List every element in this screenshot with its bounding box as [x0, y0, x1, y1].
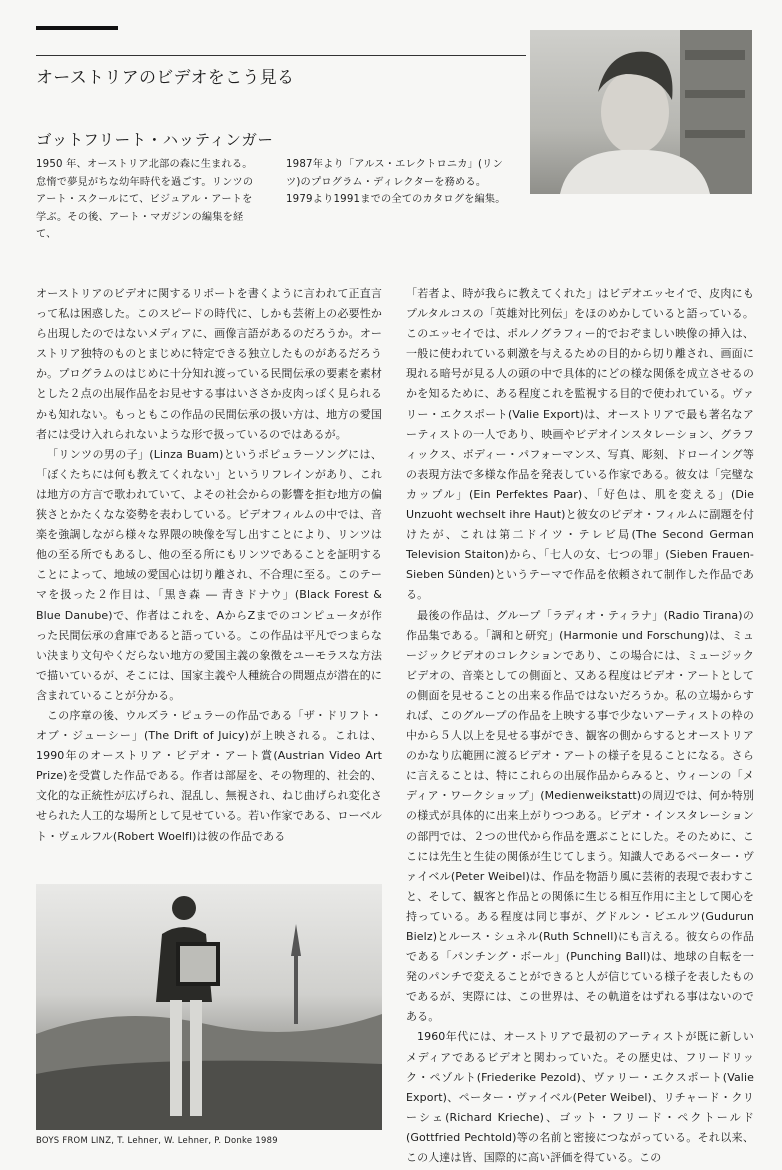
header-rule	[36, 55, 526, 56]
paragraph: 「リンツの男の子」(Linza Buam)というポピュラーソングには、「ぼくたちには何も教えてくれない」というリフレインがあり、これは地方の方言で歌われていて、よその社会からの影響を拒む地方の偏狭さとかたくなな姿勢を表わしている。ビデオフィルムの中では、音楽を強調しながら様々な界隈の映像を写し出すことにより、リンツは他の至る所でもあるし、他の至る所にもリンツであることを証明することによって、地域の愛国心は切り離され、不合理に至る。このテーマを扱った２作目は、「黒き森 ― 青きドナウ」(Black Forest & Blue Danube)で、作者はこれを、AからZまでのコンピュータが作った民間伝承の倉庫であると語っている。この作品は平凡でつまらない決まり文句やくだらない地方の愛国主義の象徴をユーモラスな方法で描いているが、そこには、国家主義や人種統合の問題点が潜在的に含まれていることが分かる。	[36, 447, 382, 702]
paragraph: 「若者よ、時が我らに教えてくれた」はビデオエッセイで、皮肉にもプルタルコスの「英雄対比列伝」をほのめかしていると語っている。このエッセイでは、ポルノグラフィー的でおぞましい映像の挿入は、一般に使われている刺激を与えるための目的から切り離され、画面に現れる暗号が見る人の頭の中で具体的にどの様な関係を成立させるのかを知るために、ある程度これを監視する目的で使われている。ヴァリー・エクスポート(Valie Export)は、オーストリアで最も著名なアーティストの一人であり、映画やビデオインスタレーション、グラフィックス、ボディー・パフォーマンス、写真、彫刻、ドローイング等の表現方法で多様な作品を発表している作家である。彼女は「完璧なカップル」(Ein Perfektes Paar)、「好色は、肌を変える」(Die Unzuoht wechselt ihre Haut)と彼女のビデオ・フィルムに副題を付けたが、これは第二ドイツ・テレビ局(The Second German Television Staiton)から、「七人の女、七つの罪」(Sieben Frauen-Sieben Sünden)というテーマで作品を依頼されて制作した作品である。	[406, 287, 754, 602]
paragraph: この序章の後、ウルズラ・ピュラーの作品である「ザ・ドリフト・オブ・ジューシー」(The Drift of Juicy)が上映される。これは、1990年のオーストリア・ビデオ・アート賞(Austrian Video Art Prize)を受賞した作品である。作者は部屋を、その物理的、社会的、文化的な正統性が広げられ、混乱し、無視され、ねじ曲げられ変化させられた人工的な場所として見せている。若い作家である、ローベルト・ヴェルフル(Robert Woelfl)は彼の作品である	[36, 708, 382, 843]
paragraph: 最後の作品は、グループ「ラディオ・ティラナ」(Radio Tirana)の作品集である。「調和と研究」(Harmonie und Forschung)は、ミュージックビデオのコレクションであり、この場合には、ミュージックビデオの、音楽としての側面と、又ある程度はビデオ・アートとしての側面を見せることの出来る作品ではないだろうか。私の立場からすれば、このグループの作品を上映する事で少ないアーティストの枠の中から５人以上を見せる事ができ、観客の側からするとオーストリアのかなり広範囲に渡るビデオ・アートの様子を見ることになる。さらに言えることは、特にこれらの出展作品からみると、ウィーンの「メディア・ワークショップ」(Medienweikstatt)の周辺では、何か特別の様式が具体的に出来上がりつつある。ビデオ・インスタレーションの部門では、２つの世代から作品を選ぶことにした。そのために、ここには先生と生徒の関係が生じてしまう。知識人であるペーター・ヴァイベル(Peter Weibel)は、作品を物語り風に芸術的表現で表わすこと、そして、観客と作品との関係に生じる相互作用に主として関心を持っている。ある程度は同じ事が、グドルン・ビエルツ(Gudurun Bielz)とルース・シュネル(Ruth Schnell)にも言える。彼女らの作品である「パンチング・ボール」(Punching Ball)は、地球の自転を一発のパンチで変えることができると人が信じている様子を表したものであるが、実際には、この世界は、その軌道をはずれる事はないのである。	[406, 608, 754, 1024]
author-portrait-photo	[530, 30, 752, 194]
accordion-player-photo	[36, 884, 382, 1130]
article-column-left	[36, 284, 382, 862]
article-column-right	[406, 284, 754, 1165]
paragraph: 1960年代には、オーストリアで最初のアーティストが既に新しいメディアであるビデオと関わっていた。その歴史は、フリードリック・ペゾルト(Friederike Pezold)、ヴァリー・エクスポート(Valie Export)、ペーター・ヴァイベル(Peter Weibel)、リチャード・クリーシェ(Richard Krieche)、ゴット・フリード・ペクトールド(Gottfried Pechtold)等の名前と密接につながっている。それ以来、この人達は皆、国際的に高い評価を得ている。この	[406, 1030, 754, 1165]
author-name: ゴットフリート・ハッティンガー	[36, 131, 274, 149]
top-rule	[36, 26, 118, 30]
photo-caption: BOYS FROM LINZ, T. Lehner, W. Lehner, P. Donke 1989	[36, 1135, 278, 1145]
page-title: オーストリアのビデオをこう見る	[36, 68, 295, 88]
author-bio-part-2: 1987年より「アルス・エレクトロニカ」(リンツ)のプログラム・ディレクターを務める。1979より1991までの全てのカタログを編集。	[286, 159, 506, 205]
paragraph: オーストリアのビデオに関するリポートを書くように言われて正直言って私は困惑した。このスピードの時代に、しかも芸術上の必要性から出現したのではないメディアに、画像言語があるのだろうか。オーストリア独特のものとまじめに特定できる独立したものがあるだろうか。プログラムのはじめに十分知れ渡っている民間伝承の要素を素材とした２点の出展作品をお見せする事はいささか皮肉っぽく見られるかも知れない。もっともこの作品の民間伝承の扱い方は、地方の愛国者には受け入れられないような形で扱っているのではあるが。	[36, 287, 382, 441]
author-bio-part-1: 1950 年、オーストリア北部の森に生まれる。怠惰で夢見がちな幼年時代を過ごす。リンツのアート・スクールにて、ビジュアル・アートを学ぶ。その後、アート・マガジンの編集を経て、	[36, 159, 254, 240]
